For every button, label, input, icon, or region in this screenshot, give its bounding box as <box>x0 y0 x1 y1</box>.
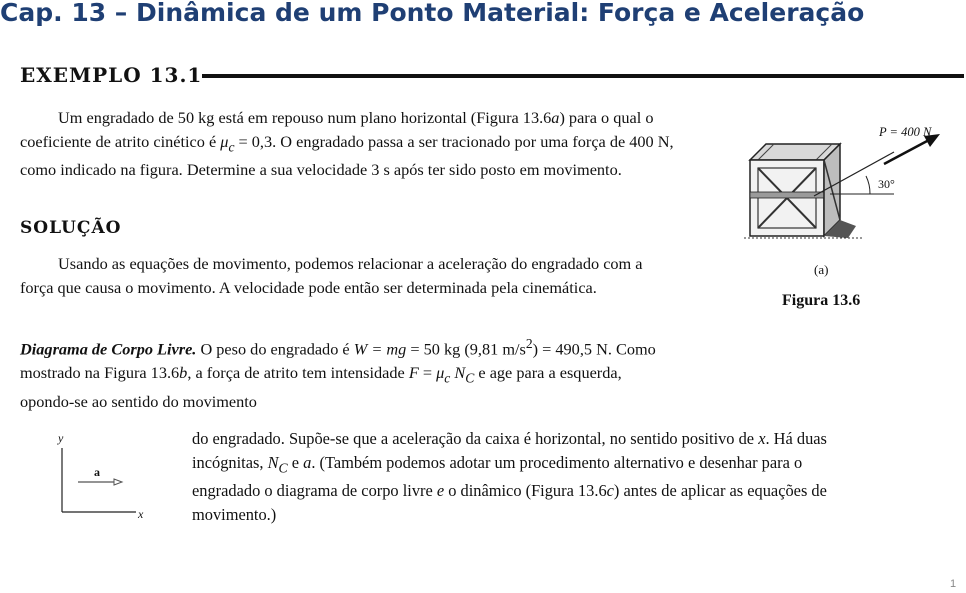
problem-statement <box>20 106 676 182</box>
fbd-text-1: O peso do engradado é <box>196 339 354 359</box>
normal-symbol-2: N <box>267 452 279 472</box>
figure-ref-c: c <box>606 481 614 501</box>
mu-subscript-2: c <box>444 370 451 386</box>
problem-text-1: Um engradado de 50 kg está em repouso num plano horizontal (Figura 13.6 <box>58 108 552 127</box>
page-number: 1 <box>950 578 957 590</box>
figure-caption: Figura 13.6 <box>782 292 861 309</box>
acceleration-arrow-head <box>114 479 122 485</box>
solution-heading: SOLUÇÃO <box>20 218 122 238</box>
fbd-text-2: = 50 kg (9,81 m/s <box>406 339 526 359</box>
mu-symbol: μ <box>220 131 229 151</box>
figure-ref-b: b <box>179 362 188 382</box>
cont-text-4: . (Também podemos adotar um procedimento alternativo e desenhar para o engradado o diagrama de corpo livre <box>192 452 803 501</box>
force-arrow-shaft <box>884 140 929 164</box>
cont-text-3: e <box>287 452 304 472</box>
fbd-title: Diagrama de Corpo Livre. <box>20 339 197 359</box>
fbd-superscript: 2 <box>525 336 533 351</box>
cont-text-1: do engradado. Supõe-se que a aceleração da caixa é horizontal, no sentido positivo de <box>192 429 759 448</box>
page-title: Cap. 13 – Dinâmica de um Ponto Material: Força e Aceleração <box>0 0 865 27</box>
force-label: P = 400 N <box>879 125 932 139</box>
angle-arc <box>866 176 870 194</box>
problem-text-3: = 0,3. O engradado passa a ser tracionado por uma força de 400 N, como indicado na figura. Determine a sua velocidade 3 s após ter sido posto em movimento. <box>20 131 674 180</box>
solution-intro: Usando as equações de movimento, podemos relacionar a aceleração do engradado com a força que causa o movimento. A velocidade pode então ser determinada pela cinemática. <box>20 254 643 297</box>
x-axis-label: x <box>138 507 144 521</box>
example-heading: EXEMPLO 13.1 <box>20 63 203 87</box>
free-body-paragraph <box>20 332 676 413</box>
x-symbol: x <box>758 429 766 448</box>
angle-label: 30° <box>878 177 895 191</box>
y-axis-label: y <box>58 432 64 445</box>
cont-text-6: ) antes de aplicar as equações de movimento.) <box>192 481 827 524</box>
cont-text-2: . Há duas incógnitas, <box>192 429 827 472</box>
normal-subscript-2: C <box>278 459 288 475</box>
figure-ref-a: a <box>551 108 560 127</box>
friction-symbol: F <box>408 362 419 382</box>
mu-subscript: c <box>228 138 235 154</box>
fbd-text-3: ) = 490,5 N. Como mostrado na Figura 13.6 <box>20 339 656 382</box>
heading-rule <box>202 74 964 78</box>
mu-symbol-2: μ <box>436 362 445 382</box>
e-symbol: e <box>436 481 445 501</box>
normal-symbol: N <box>450 362 466 382</box>
problem-text-2: ) para o qual o coeficiente de atrito cinético é <box>20 108 654 151</box>
crate-figure <box>744 122 954 252</box>
fbd-text-6: e age para a esquerda, opondo-se ao sentido do movimento <box>20 362 622 411</box>
fbd-text-5: = <box>418 362 437 382</box>
cont-text-5: o dinâmico (Figura 13.6 <box>444 481 607 501</box>
figure-sub-label: (a) <box>814 262 829 277</box>
continued-paragraph <box>192 427 868 526</box>
normal-subscript: C <box>465 370 475 386</box>
a-symbol: a <box>303 452 312 472</box>
fbd-text-4: , a força de atrito tem intensidade <box>187 362 409 382</box>
acceleration-label: a <box>94 465 100 479</box>
kinematic-diagram <box>52 432 162 524</box>
fbd-equation: W = mg <box>353 339 407 359</box>
